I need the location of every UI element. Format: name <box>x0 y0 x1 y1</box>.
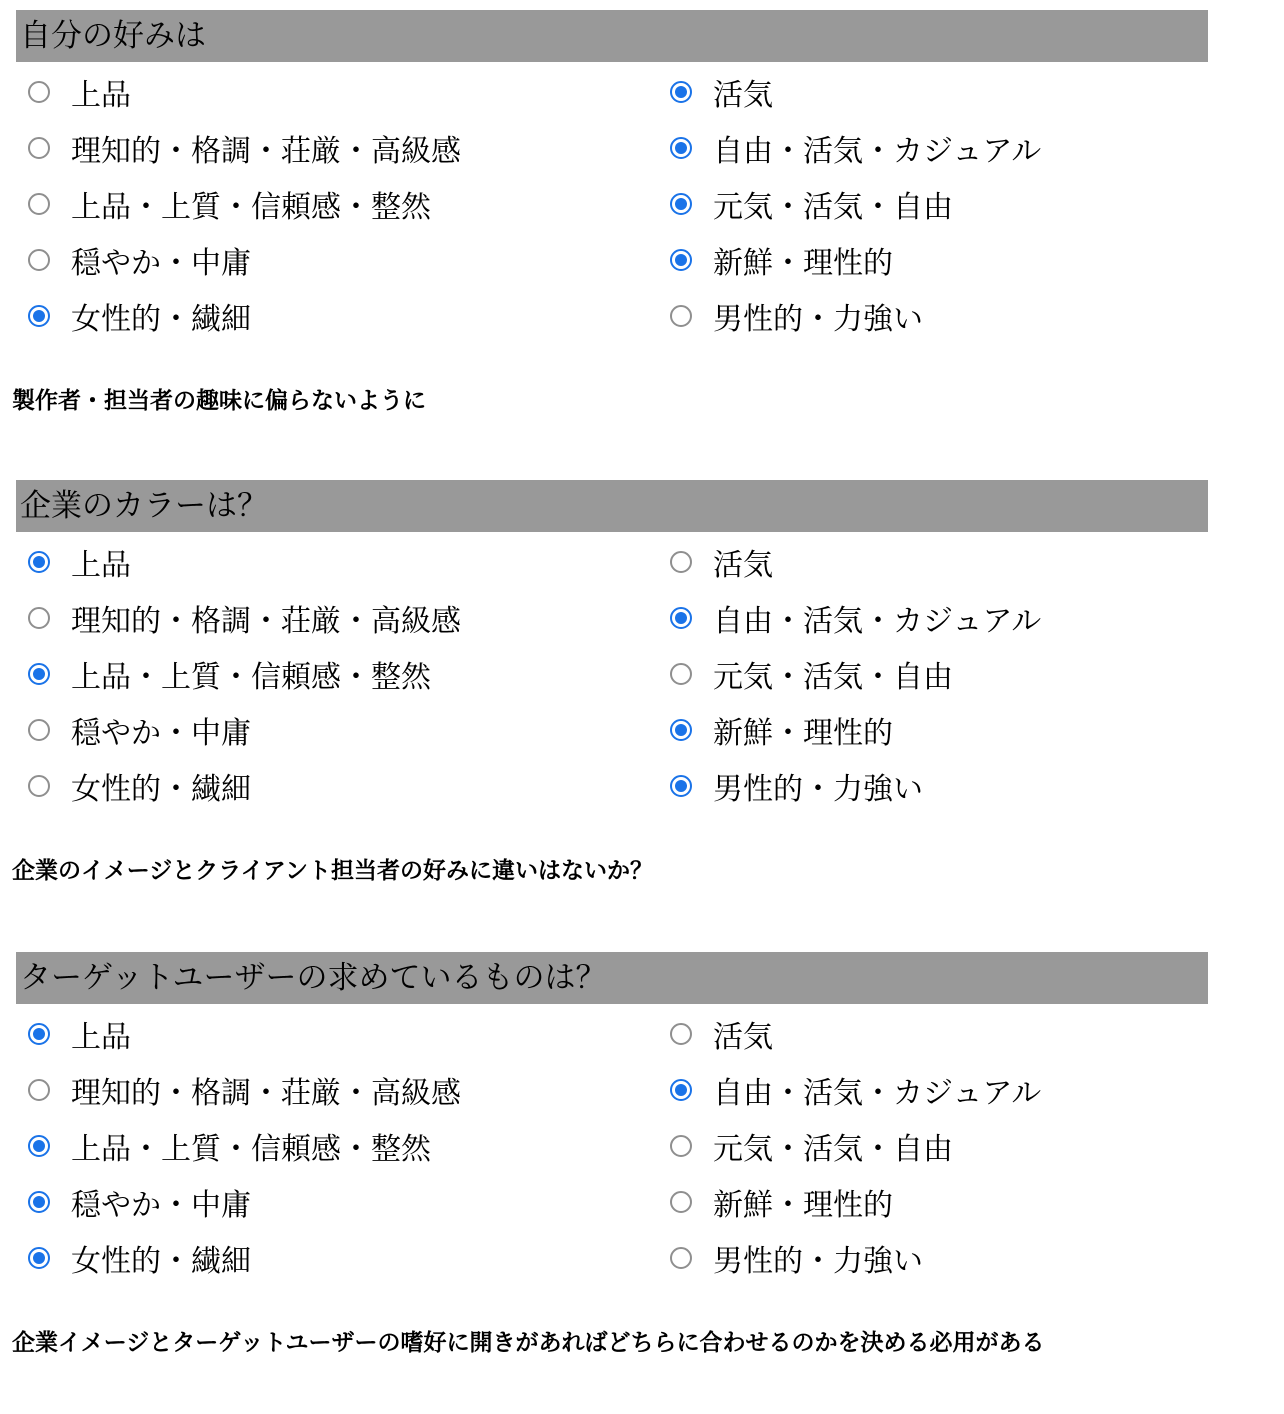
radio-option-label: 自由・活気・カジュアル <box>713 604 1042 639</box>
radio-option[interactable] <box>28 72 131 112</box>
radio-button-checked[interactable] <box>670 719 692 741</box>
radio-option-label: 上品 <box>71 78 131 113</box>
radio-option[interactable] <box>28 1126 431 1166</box>
radio-option[interactable] <box>670 1182 893 1222</box>
radio-option[interactable] <box>28 1014 131 1054</box>
radio-button[interactable] <box>670 1135 692 1157</box>
radio-option[interactable] <box>670 1070 1041 1110</box>
radio-option[interactable] <box>670 710 893 750</box>
radio-option[interactable] <box>28 598 461 638</box>
radio-button-checked[interactable] <box>670 775 692 797</box>
radio-option-label: 男性的・力強い <box>713 302 923 337</box>
radio-option[interactable] <box>670 72 773 112</box>
radio-button-checked[interactable] <box>28 663 50 685</box>
radio-option[interactable] <box>670 184 953 224</box>
radio-button-checked[interactable] <box>670 81 692 103</box>
radio-option-label: 女性的・繊細 <box>71 302 251 337</box>
radio-button[interactable] <box>28 1079 50 1101</box>
radio-button-checked[interactable] <box>670 1079 692 1101</box>
radio-button[interactable] <box>28 719 50 741</box>
radio-option[interactable] <box>28 184 431 224</box>
radio-option[interactable] <box>670 542 773 582</box>
radio-option[interactable] <box>670 1238 923 1278</box>
radio-button[interactable] <box>670 551 692 573</box>
radio-option[interactable] <box>28 766 251 806</box>
radio-button-checked[interactable] <box>28 1247 50 1269</box>
radio-button[interactable] <box>28 137 50 159</box>
section-header: 企業のカラーは？ <box>16 480 1208 532</box>
radio-option[interactable] <box>28 1182 251 1222</box>
radio-button-checked[interactable] <box>28 551 50 573</box>
radio-option-label: 男性的・力強い <box>713 772 923 807</box>
radio-option[interactable] <box>28 296 251 336</box>
radio-option-label: 自由・活気・カジュアル <box>713 1076 1042 1111</box>
radio-option-label: 男性的・力強い <box>713 1244 923 1279</box>
radio-option-label: 理知的・格調・荘厳・高級感 <box>71 134 461 169</box>
radio-button-checked[interactable] <box>28 1191 50 1213</box>
radio-option[interactable] <box>670 598 1041 638</box>
radio-button[interactable] <box>28 81 50 103</box>
radio-option[interactable] <box>670 240 893 280</box>
radio-button[interactable] <box>670 1023 692 1045</box>
radio-option[interactable] <box>670 1014 773 1054</box>
section-note: 企業イメージとターゲットユーザーの嗜好に開きがあればどちらに合わせるのかを決める必用がある <box>12 1330 1045 1356</box>
radio-button-checked[interactable] <box>28 1023 50 1045</box>
radio-option-label: 穏やか・中庸 <box>71 1188 251 1223</box>
radio-option[interactable] <box>670 654 953 694</box>
radio-option[interactable] <box>28 654 431 694</box>
radio-option[interactable] <box>670 296 923 336</box>
radio-button-checked[interactable] <box>670 137 692 159</box>
radio-option-label: 元気・活気・自由 <box>713 190 953 225</box>
radio-option[interactable] <box>670 1126 953 1166</box>
radio-option[interactable] <box>28 542 131 582</box>
radio-button[interactable] <box>670 305 692 327</box>
radio-option-label: 活気 <box>713 1020 773 1055</box>
section-header: 自分の好みは <box>16 10 1208 62</box>
radio-option-label: 活気 <box>713 78 773 113</box>
radio-option-label: 自由・活気・カジュアル <box>713 134 1042 169</box>
radio-option-label: 穏やか・中庸 <box>71 716 251 751</box>
radio-option-label: 新鮮・理性的 <box>713 716 893 751</box>
radio-button-checked[interactable] <box>670 607 692 629</box>
radio-button[interactable] <box>670 663 692 685</box>
radio-option-label: 女性的・繊細 <box>71 1244 251 1279</box>
radio-button[interactable] <box>28 607 50 629</box>
radio-option[interactable] <box>670 766 923 806</box>
radio-button-checked[interactable] <box>28 305 50 327</box>
radio-option-label: 新鮮・理性的 <box>713 246 893 281</box>
section-header: ターゲットユーザーの求めているものは？ <box>16 952 1208 1004</box>
radio-option[interactable] <box>28 240 251 280</box>
radio-option[interactable] <box>28 1238 251 1278</box>
radio-button[interactable] <box>28 193 50 215</box>
section-note: 製作者・担当者の趣味に偏らないように <box>12 388 426 414</box>
radio-button-checked[interactable] <box>28 1135 50 1157</box>
radio-option-label: 活気 <box>713 548 773 583</box>
radio-option[interactable] <box>28 710 251 750</box>
radio-option-label: 穏やか・中庸 <box>71 246 251 281</box>
radio-option-label: 理知的・格調・荘厳・高級感 <box>71 1076 461 1111</box>
radio-option-label: 上品・上質・信頼感・整然 <box>71 190 431 225</box>
radio-option-label: 女性的・繊細 <box>71 772 251 807</box>
radio-button-checked[interactable] <box>670 249 692 271</box>
radio-option[interactable] <box>28 128 461 168</box>
radio-button-checked[interactable] <box>670 193 692 215</box>
radio-option-label: 元気・活気・自由 <box>713 1132 953 1167</box>
radio-button[interactable] <box>28 775 50 797</box>
section-note: 企業のイメージとクライアント担当者の好みに違いはないか？ <box>12 858 654 884</box>
radio-option[interactable] <box>28 1070 461 1110</box>
radio-option[interactable] <box>670 128 1041 168</box>
radio-option-label: 上品・上質・信頼感・整然 <box>71 1132 431 1167</box>
radio-option-label: 上品 <box>71 548 131 583</box>
radio-option-label: 上品 <box>71 1020 131 1055</box>
radio-option-label: 理知的・格調・荘厳・高級感 <box>71 604 461 639</box>
radio-option-label: 上品・上質・信頼感・整然 <box>71 660 431 695</box>
radio-option-label: 新鮮・理性的 <box>713 1188 893 1223</box>
radio-button[interactable] <box>670 1191 692 1213</box>
radio-button[interactable] <box>28 249 50 271</box>
radio-button[interactable] <box>670 1247 692 1269</box>
radio-option-label: 元気・活気・自由 <box>713 660 953 695</box>
